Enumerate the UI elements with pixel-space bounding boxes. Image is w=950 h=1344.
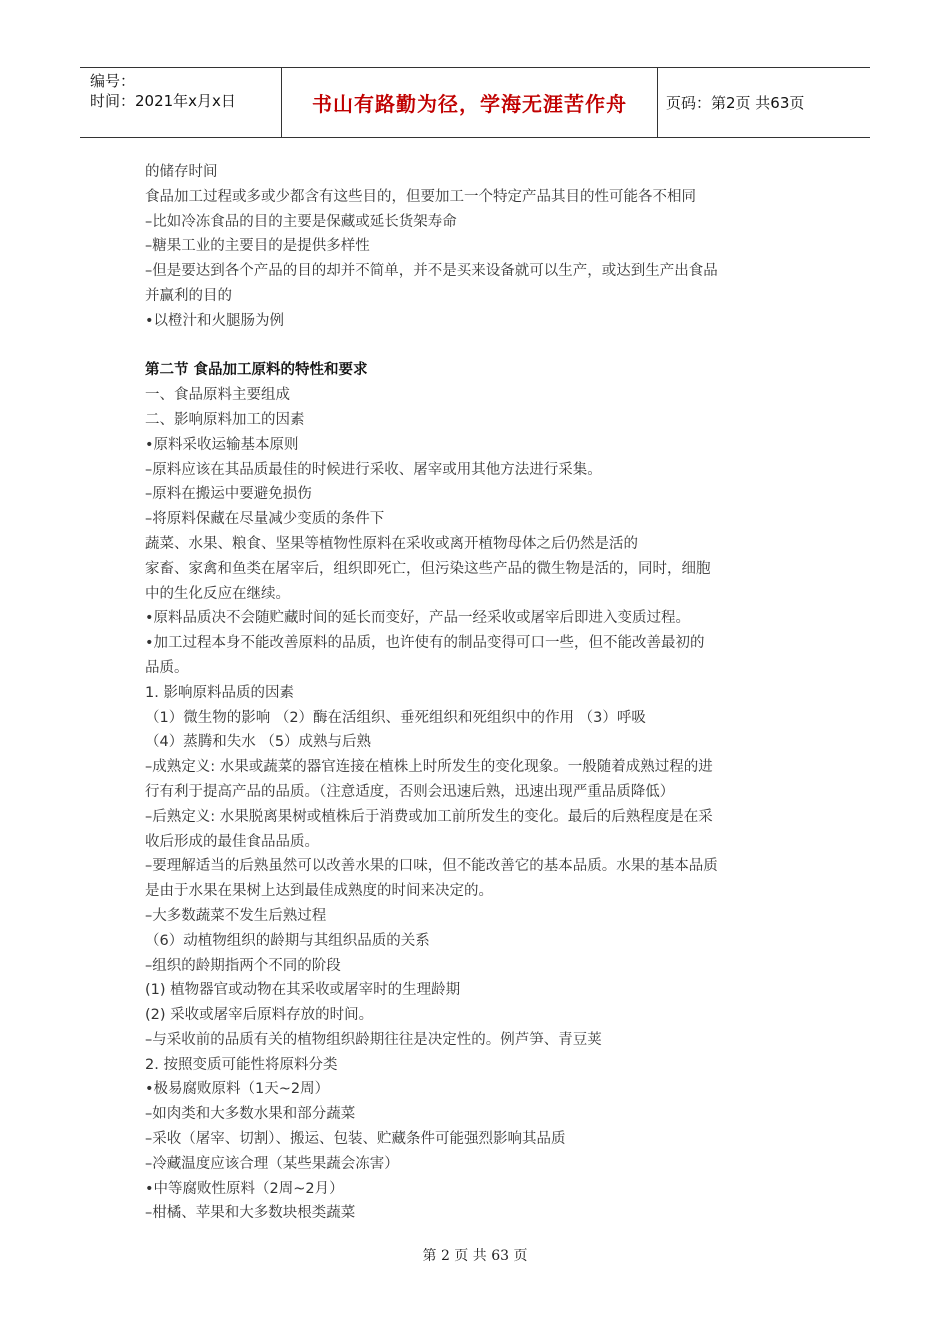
text-line: 1. 影响原料品质的因素: [145, 684, 294, 701]
page-footer: [0, 1245, 950, 1265]
text-line: •加工过程本身不能改善原料的品质，也许使有的制品变得可口一些，但不能改善最初的: [145, 635, 705, 652]
document-body: [145, 160, 810, 1226]
text-line: （6）动植物组织的龄期与其组织品质的关系: [145, 932, 430, 949]
text-line: –原料在搬运中要避免损伤: [145, 486, 312, 503]
text-line: –柑橘、苹果和大多数块根类蔬菜: [145, 1205, 356, 1222]
text-line: •极易腐败原料（1天~2周）: [145, 1081, 330, 1098]
text-line: •原料品质决不会随贮藏时间的延长而变好，产品一经采收或屠宰后即进入变质过程。: [145, 610, 691, 627]
text-line: –采收（屠宰、切割）、搬运、包装、贮藏条件可能强烈影响其品质: [145, 1131, 566, 1148]
text-line: •以橙汁和火腿肠为例: [145, 312, 285, 329]
text-line: 品质。: [145, 659, 189, 676]
text-line: –成熟定义: 水果或蔬菜的器官连接在植株上时所发生的变化现象。一般随着成熟过程的进: [145, 759, 713, 776]
section-heading: 第二节 食品加工原料的特性和要求: [145, 362, 368, 379]
text-line: •原料采收运输基本原则: [145, 436, 299, 453]
text-line: 蔬菜、水果、粮食、坚果等植物性原料在采收或离开植物母体之后仍然是活的: [145, 535, 638, 552]
text-line: •中等腐败性原料（2周~2月）: [145, 1180, 344, 1197]
text-line: 2. 按照变质可能性将原料分类: [145, 1056, 338, 1073]
text-line: 家畜、家禽和鱼类在屠宰后，组织即死亡，但污染这些产品的微生物是活的，同时，细胞: [145, 560, 711, 577]
text-line: –比如冷冻食品的目的主要是保藏或延长货架寿命: [145, 213, 457, 230]
text-line: –组织的龄期指两个不同的阶段: [145, 957, 341, 974]
document-number-label: 编号：: [90, 72, 136, 90]
text-line: 食品加工过程或多或少都含有这些目的，但要加工一个特定产品其目的性可能各不相同: [145, 188, 696, 205]
page-header: [80, 67, 870, 138]
text-line: –冷藏温度应该合理（某些果蔬会冻害）: [145, 1155, 399, 1172]
header-page-number: 页码：第2页 共63页: [666, 94, 805, 112]
text-line: 是由于水果在果树上达到最佳成熟度的时间来决定的。: [145, 883, 493, 900]
text-line: –后熟定义: 水果脱离果树或植株后于消费或加工前所发生的变化。最后的后熟程度是在采: [145, 808, 713, 825]
text-line: 一、食品原料主要组成: [145, 387, 290, 404]
text-line: 中的生化反应在继续。: [145, 585, 290, 602]
text-line: (1) 植物器官或动物在其采收或屠宰时的生理龄期: [145, 982, 461, 999]
text-line: –原料应该在其品质最佳的时候进行采收、屠宰或用其他方法进行采集。: [145, 461, 602, 478]
text-line: 的储存时间: [145, 164, 218, 180]
blank-line: [145, 334, 810, 359]
text-line: –糖果工业的主要目的是提供多样性: [145, 238, 370, 255]
text-line: –如肉类和大多数水果和部分蔬菜: [145, 1106, 356, 1123]
header-motto: 书山有路勤为径，学海无涯苦作舟: [282, 68, 658, 137]
document-date: 时间：2021年x月x日: [90, 92, 236, 110]
text-line: （1）微生物的影响 （2）酶在活组织、垂死组织和死组织中的作用 （3）呼吸: [145, 709, 646, 726]
text-line: –将原料保藏在尽量减少变质的条件下: [145, 511, 385, 528]
text-line: 行有利于提高产品的品质。（注意适度，否则会迅速后熟，迅速出现严重品质降低）: [145, 783, 675, 800]
text-line: –与采收前的品质有关的植物组织龄期往往是决定性的。例芦笋、青豆荚: [145, 1031, 602, 1048]
text-line: (2) 采收或屠宰后原料存放的时间。: [145, 1007, 374, 1024]
text-line: –但是要达到各个产品的目的却并不简单，并不是买来设备就可以生产，或达到生产出食品: [145, 263, 718, 280]
header-meta: [80, 68, 282, 137]
text-line: 并赢利的目的: [145, 287, 232, 304]
text-line: –大多数蔬菜不发生后熟过程: [145, 907, 327, 924]
text-line: 二、影响原料加工的因素: [145, 411, 305, 428]
footer-page-number: 第 2 页 共 63 页: [422, 1248, 528, 1264]
text-line: 收后形成的最佳食品品质。: [145, 833, 319, 850]
text-line: （4）蒸腾和失水 （5）成熟与后熟: [145, 734, 372, 751]
text-line: –要理解适当的后熟虽然可以改善水果的口味，但不能改善它的基本品质。水果的基本品质: [145, 858, 718, 875]
